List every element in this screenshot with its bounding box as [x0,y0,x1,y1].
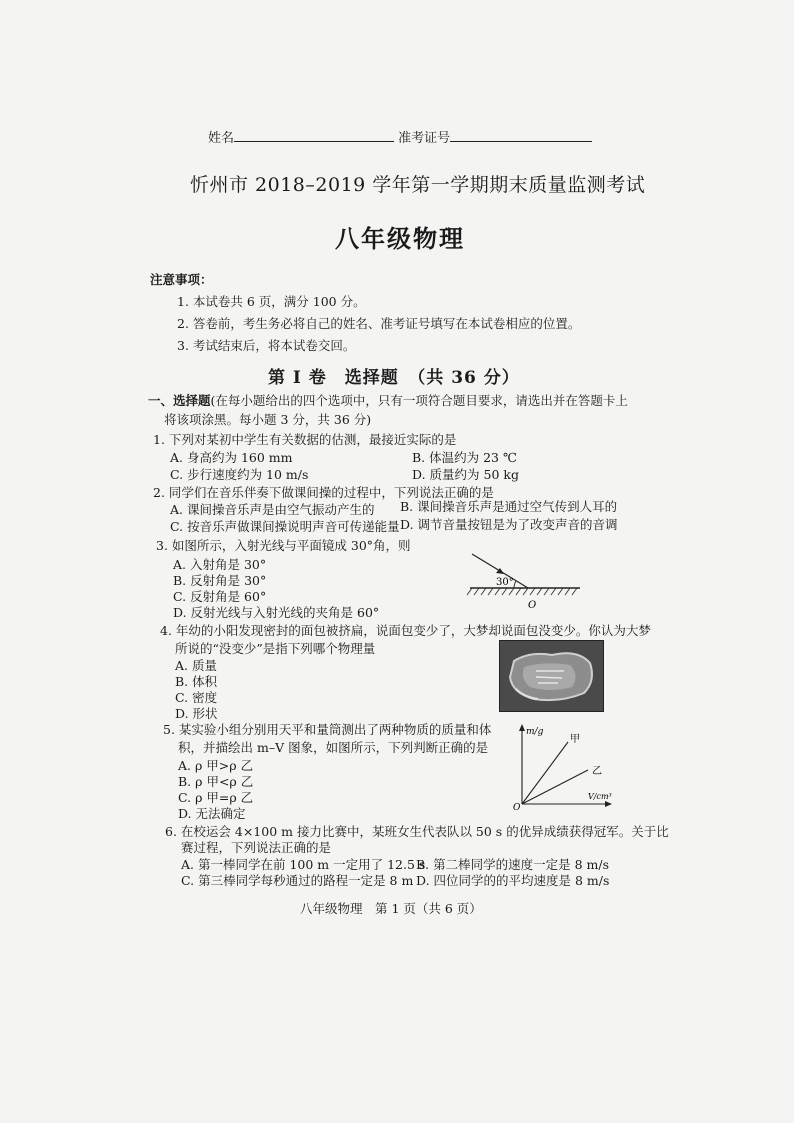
q5-option-b[interactable]: B. ρ 甲<ρ 乙 [178,774,254,789]
name-label: 姓名 [208,131,235,146]
line-jia [522,742,568,804]
exam-title: 忻州市 2018–2019 学年第一学期期末质量监测考试 [190,174,646,196]
q1-option-c[interactable]: C. 步行速度约为 10 m/s [170,467,309,482]
section-title: 第 I 卷 选择题 （共 36 分） [268,368,520,388]
q2-stem: 2. 同学们在音乐伴奏下做课间操的过程中，下列说法正确的是 [153,485,494,500]
y-axis-arrow [519,724,525,731]
angle-arc [514,581,516,588]
q2-option-a[interactable]: A. 课间操音乐声是由空气振动产生的 [170,502,375,517]
q5-stem-line-1: 5. 某实验小组分别用天平和量筒测出了两种物质的质量和体 [163,722,492,737]
q3-option-d[interactable]: D. 反射光线与入射光线的夹角是 60° [173,605,380,620]
notice-item-3: 3. 考试结束后，将本试卷交回。 [177,338,356,353]
q6-stem-line-1: 6. 在校运会 4×100 m 接力比赛中，某班女生代表队以 50 s 的优异成绩获得冠军。关于比 [165,824,669,839]
x-axis-arrow [605,801,612,807]
q3-stem: 3. 如图所示，入射光线与平面镜成 30°角，则 [156,538,411,553]
mirror-hatching [467,588,577,595]
q5-option-c[interactable]: C. ρ 甲=ρ 乙 [178,790,254,805]
q1-stem: 1. 下列对某初中学生有关数据的估测，最接近实际的是 [153,432,457,447]
name-blank[interactable] [234,129,394,142]
q3-option-b[interactable]: B. 反射角是 30° [173,573,267,588]
exam-id-blank[interactable] [450,129,592,142]
q3-option-c[interactable]: C. 反射角是 60° [173,589,267,604]
q6-option-b[interactable]: B. 第二棒同学的速度一定是 8 m/s [416,857,610,872]
q5-ylabel: m/g [526,727,544,737]
q5-label-yi: 乙 [592,766,602,777]
q3-mirror-figure [462,550,592,616]
q6-option-a[interactable]: A. 第一棒同学在前 100 m 一定用了 12.5 s [181,857,426,872]
q2-option-c[interactable]: C. 按音乐声做课间操说明声音可传递能量 [170,519,400,534]
section-intro-line-1 [148,393,628,409]
q6-option-d[interactable]: D. 四位同学的的平均速度是 8 m/s [416,873,610,888]
q1-option-d[interactable]: D. 质量约为 50 kg [412,467,519,482]
q3-point-label: O [528,600,537,611]
q4-stem-line-1: 4. 年幼的小阳发现密封的面包被挤扁，说面包变少了，大梦却说面包没变少。你认为大梦 [160,623,651,638]
q5-option-d[interactable]: D. 无法确定 [178,806,246,821]
q4-option-a[interactable]: A. 质量 [175,658,217,673]
exam-id-label: 准考证号 [398,131,451,146]
section-intro-text: (在每小题给出的四个选项中，只有一项符合题目要求，请选出并在答题卡上 [210,393,628,408]
candidate-info-line [208,127,592,146]
notice-item-1: 1. 本试卷共 6 页，满分 100 分。 [177,294,366,309]
q4-option-d[interactable]: D. 形状 [175,706,218,721]
q3-option-a[interactable]: A. 入射角是 30° [173,557,267,572]
q2-option-b[interactable]: B. 课间操音乐声是通过空气传到人耳的 [400,499,618,514]
notice-item-2: 2. 答卷前，考生务必将自己的姓名、准考证号填写在本试卷相应的位置。 [177,316,581,331]
q5-origin-label: O [513,803,521,812]
q5-mv-graph [508,722,618,812]
q2-option-d[interactable]: D. 调节音量按钮是为了改变声音的音调 [400,517,618,532]
q4-bread-photo [499,640,604,712]
q5-stem-line-2: 积，并描绘出 m–V 图象，如图所示，下列判断正确的是 [178,740,489,755]
page-footer: 八年级物理 第 1 页（共 6 页） [300,901,482,916]
notice-heading: 注意事项： [150,272,213,287]
q4-option-b[interactable]: B. 体积 [175,674,218,689]
q4-option-c[interactable]: C. 密度 [175,690,218,705]
q4-stem-line-2: 所说的“没变少”是指下列哪个物理量 [175,641,376,656]
q3-angle-label: 30° [496,577,514,588]
section-intro-label: 一、选择题 [148,393,211,408]
q5-label-jia: 甲 [570,734,580,745]
q1-option-b[interactable]: B. 体温约为 23 ℃ [412,450,517,465]
q1-option-a[interactable]: A. 身高约为 160 mm [170,450,293,465]
bread-photo-image [500,641,603,711]
q5-xlabel: V/cm³ [588,792,612,801]
section-intro-line-2: 将该项涂黑。每小题 3 分，共 36 分) [164,412,372,427]
q5-option-a[interactable]: A. ρ 甲>ρ 乙 [178,758,254,773]
subject-title: 八年级物理 [335,224,465,253]
line-yi [522,770,588,804]
q6-stem-line-2: 赛过程，下列说法正确的是 [181,840,332,855]
q6-option-c[interactable]: C. 第三棒同学每秒通过的路程一定是 8 m [181,873,414,888]
